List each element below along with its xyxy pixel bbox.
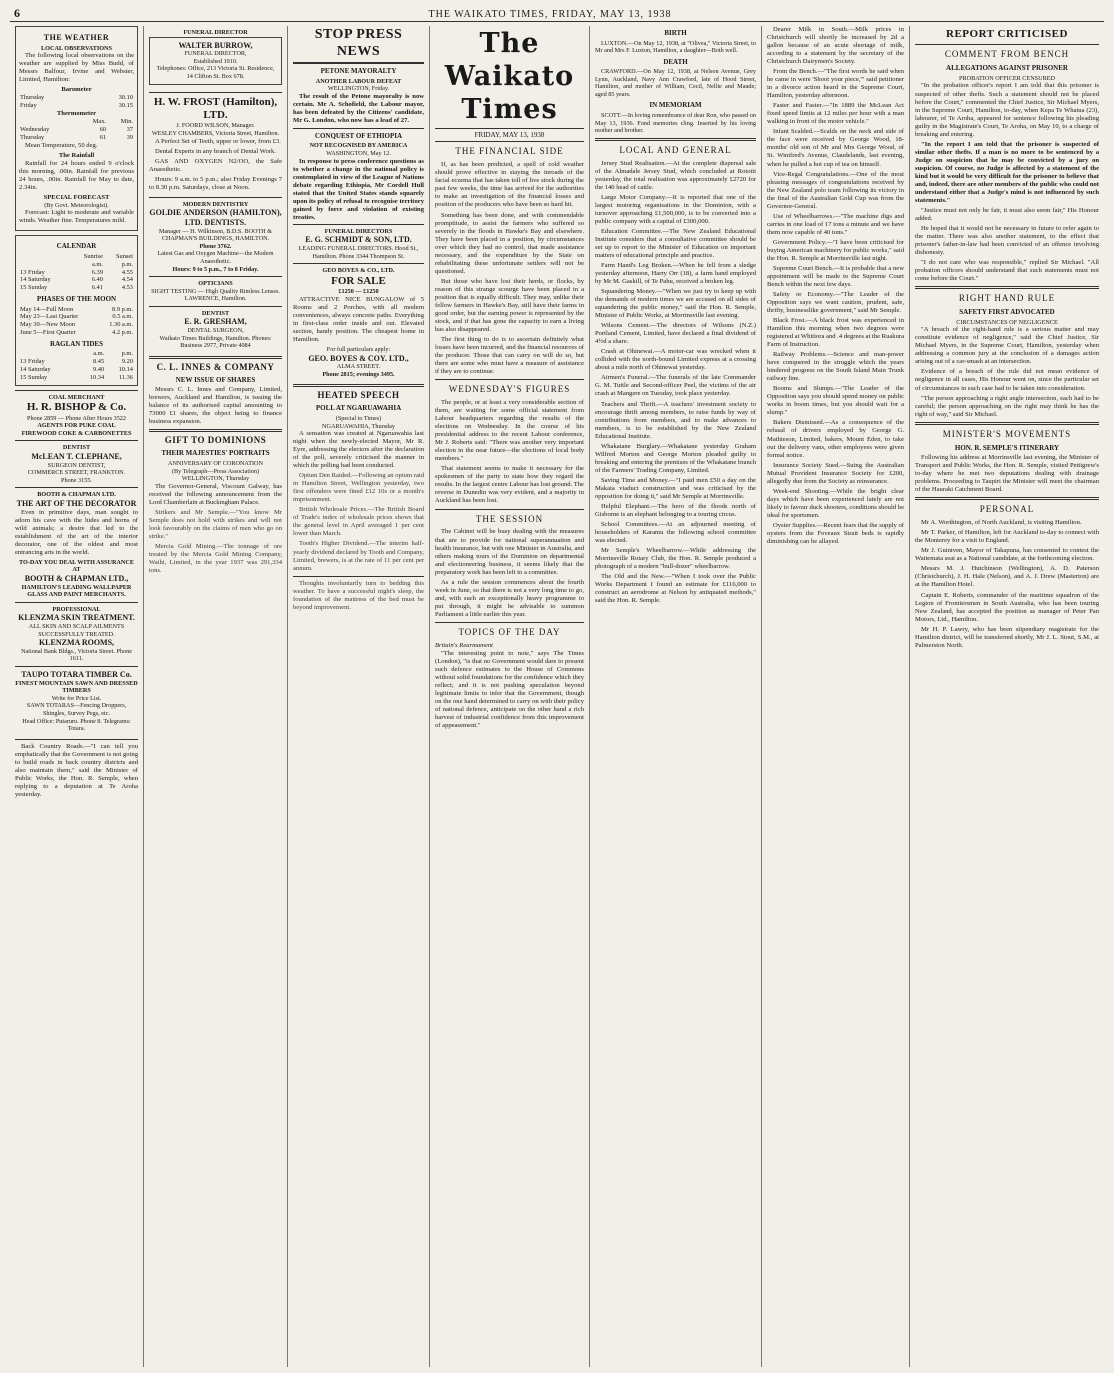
rainfall-text: Rainfall for 24 hours ended 9 o'clock this morning, .00in. Rainfall for previous 24 hours, .00in. Rainfall for May to date, 2.34in. bbox=[19, 159, 134, 191]
list-item: Use of Wheelbarrows.—"The machine digs and carries in one load of 17 tons a minute and we have them now capable of 40 tons." bbox=[767, 212, 904, 236]
thermometer-table bbox=[19, 118, 134, 141]
heated-text: A sensation was created at Ngaruawahia last night when the newly-elected Mayor, Mr R. Eyre, addressing the electors after the declaration of the poll, severely criticised the manner in which the polling had been conducted. bbox=[293, 430, 424, 470]
list-item: Jersey Stud Realisation.—At the complete dispersal sale of the Almadale Jersey Stud, which concluded at Rotoiti yesterday, the total realisation was approximately £2720 for the 140 head of cattle. bbox=[595, 159, 756, 191]
ethiopia-text: In response to press conference questions as to whether a change in the national policy is contemplated in view of the League of Nations debate regarding Ethiopia, Mr Cordell Hull stated that the United States stands squarely upon its policy of refusal to recognise territory gained by force and violation of existing treaties. bbox=[293, 157, 424, 221]
running-head bbox=[10, 6, 1104, 22]
masthead: The Waikato Times bbox=[444, 28, 575, 125]
table-row: 13 Friday 8.45 9.20 bbox=[20, 358, 133, 366]
barometer-label: Barometer bbox=[61, 86, 92, 94]
mean-temperature: Mean Temperature, 50 deg. bbox=[25, 141, 98, 149]
list-item: The Old and the New.—"When I took over the Public Works Department I found an estimate for £116,000 to construct an aerodrome at Nelson by antiquated methods," said the Hon. R. Semple. bbox=[595, 573, 756, 605]
petone-text: The result of the Petone mayoralty is now certain. Mr A. Schofield, the Labour mayor, has been defeated by the Citizens' candidate, Mr G. London, who now has a lead of 27. bbox=[293, 92, 424, 124]
table-row: Thursday 61 39 bbox=[20, 133, 133, 141]
report-heading: REPORT CRITICISED bbox=[946, 28, 1068, 40]
boyes-ad: GEO BOYES & CO., LTD. FOR SALE £1250 — £1250 ATTRACTIVE NICE BUNGALOW of 5 Rooms and 2 Porches, with all modern conveniences, always concrete paths. Everything in first-class order inside and out. Elevated section, handy position. The cheapest home in Hamilton. For full particulars apply: GEO. BOYES & COY. LTD., ALMA STREET. Phone 2815; evenings 3495. bbox=[293, 263, 424, 381]
list-item: Government Policy.—"I have been criticised for buying American machinery for public works," said the Hon. R. Semple at Morrinsville last night. bbox=[767, 238, 904, 262]
thoughts-item: Thoughts involuntarily turn to bedding this weather. To have a successful night's sleep, the foundation of the mattress of the bed must be beyond improvement. bbox=[293, 579, 424, 611]
tooth-item: Tooth's Higher Dividend.—The interim half-yearly dividend declared by Tooth and Company, Limited, brewers, is at the rate of 11 per cent per annum. bbox=[293, 540, 424, 572]
list-item: Wilsons Cement.—The directors of Wilsons (N.Z.) Portland Cement, Limited, have declared a final dividend of 4½d a share. bbox=[595, 322, 756, 346]
list-item: Mr T. Parker, of Hamilton, left for Auckland to-day to connect with the Monterey for a visit to England. bbox=[915, 529, 1099, 545]
table-row: a.m. p.m. bbox=[93, 350, 133, 358]
column-6 bbox=[762, 26, 910, 1367]
column-5: BIRTH LUXTON.—On May 12, 1938, at "Olivea," Victoria Street, to Mr and Mrs F. Luxton, Hamilton, a daughter—Both well. DEATH CRAWFORD.—On May 12, 1938, at Nelson Avenue, Grey Lynn, Auckland, Navy Ann Crawford, late of Hood Street, Hamilton, and mother of William, Cecil, Nellie and Maude; aged 85 years. IN MEMORIAM SCOTT.—In loving remembrance of dear Ron, who passed on May 13, 1936. Fond memories cling. Inserted by his loving mother and brother. LOCAL AND GENERAL Jersey Stud Realisation.—At the complete dispersal sale of the Almadale Jersey Stud, which concluded at Rotoiti yesterday, the total realisation was approximately £2720 for the 140 head of cattle. Large Motor Company.—It is reported that one of the largest motoring organisations in the Dominion, with a turnover approaching £1,500,000, is to be converted into a public company with a capital of £300,000. Education Committee.—The New Zealand Educational Institute considers that a consultative committee should be set up to report to the Minister of Education on important matters of educational principle and practice. Farm Hand's Leg Broken.—When he fell from a sledge yesterday afternoon, Harry Orr (18), a farm hand employed by Mr M. Gaskill, of Te Pahu, received a broken leg. Squandering Money.—"When we just try to keep up with the demands of modern times we are accused on all sides of squandering the public money," said the Hon. R. Semple, Minister of Public Works, at Morrinsville last evening. Wilsons Cement.—The directors of Wilsons (N.Z.) Portland Cement, Limited, have declared a final dividend of 4½d a share. Crash at Ohinewai.—A motor-car was wrecked when it collided with the north-bound Limited express at a crossing about a mile north of Ohinewai yesterday. Airmen's Funeral.—The funerals of the late Commander G. M. Tuttle and Second-officer Peel, the victims of the air crash at Mangere on Tuesday, took place yesterday. Teachers and Thrift.—A teachers' investment society to encourage thrift among members, to raise funds by way of contributions from members, and to make advances to members, is to be established by the New Zealand Educational Institute. Whakatane Burglary.—Whakatane yesterday Graham Wilfred Morton and George Morton pleaded guilty to breaking and entering the premises of the Whakatane branch of the Farmers' Trading Company, Limited. Saving Time and Money.—"I paid men £50 a day on the Makaia viaduct construction and was criticised by the opposition for doing it," said Mr Semple at Morrinsville. Helpful Elephant.—The hero of the floods north of Gisborne is an elephant belonging to a touring circus. School Committees.—At an adjourned meeting of householders of Karamu the following school committee was elected. Mr Semple's Wheelbarrow.—While addressing the Morrinsville Rotary Club, the Hon. R. Semple produced a photograph of a modern "bull-dozer" wheelbarrow. The Old and the New.—"When I took over the Public Works Department I found an estimate for £116,000 to construct an aerodrome at Nelson by antiquated methods," said the Hon. R. Semple. bbox=[590, 26, 762, 1367]
calendar-heading: CALENDAR bbox=[56, 242, 97, 251]
rearmament-subhead: Britain's Rearmament bbox=[435, 641, 494, 649]
table-row: June 5—First Quarter 4.2 p.m. bbox=[20, 328, 133, 336]
bishop-ad: COAL MERCHANT H. R. BISHOP & Co. Phone 2859 — Phone After Hours 3522 AGENTS FOR PUKE COAL FIREWOOD COKE & CARBONETTES bbox=[15, 390, 138, 441]
weather-box bbox=[15, 26, 138, 231]
session-heading: THE SESSION bbox=[475, 513, 544, 524]
table-row: May 23—Last Quarter 0.5 a.m. bbox=[20, 313, 133, 321]
table-row: 13 Friday 6.39 4.55 bbox=[20, 268, 133, 276]
table-row: Wednesday 60 37 bbox=[20, 125, 133, 133]
barometer-table bbox=[19, 94, 134, 110]
column-4: The Waikato Times FRIDAY, MAY 13, 1938 THE FINANCIAL SIDE If, as has been predicted, a spell of cold weather should prove effective in staying the inroads of the facial eczema that has taken toll of live stock during the past few weeks, the time has arrived for the authorities to make an investigation of the financial losses and position of the producers who have been so hard hit. Something has been done, and with commendable promptitude, to assist the farmers who suffered so severely in the floods in Hawke's Bay and elsewhere. They have been placed in a position, by circumstances over which they had no control, that made assistance necessary, and the expenditure by the State on rehabilitating these unfortunate settlers will not be questioned. But those who have lost their herds, or flocks, by reason of this strange scourge have been placed in a position that is equally difficult. They may, unlike their fellow farmers in Hawke's Bay, still have their farms in good order, but the earning power is represented by the stock, and if that has gone the capacity to earn a living has also disappeared. The first thing to do is to ascertain definitely what losses have been incurred, and the financial resources of the producer. Those that can carry on will do so, but there are some who must have a measure of assistance if they are to continue. WEDNESDAY'S FIGURES The people, or at least a very considerable section of them, are waiting for some official statement from Labour headquarters regarding the results of the elections on Wednesday. In the course of his presidential address to the recent Labour conference, Mr J. Roberts said: "There was another very important election in the near future—the elections of local body members." That statement seems to make it necessary for the spokesmen of the party to state how they regard the results. In the largest centre Labour has lost ground. The reverse in Dunedin was very evident, and a majority in Auckland has been lost. THE SESSION The Cabinet will be busy dealing with the measures that are to provide for national superannuation and health insurance, but with one Minister in Australia, and others making tours of the Dominion on departmental and electioneering business, it seems likely that the preparatory work has been left to a committee. As a rule the session commences about the fourth week in June, so that there is not a very long time to go, and, with such an exceptionally heavy programme to put through, it might be advisable to summon Parliament a little earlier this year. TOPICS OF THE DAY Britain's Rearmament "The interesting point to note," says The Times (London), "is that no Government would dare to present such defence estimates to the House of Commons without solid foundations for the confidence which they reflect; and it is not pushing speculation beyond legitimate limits to infer that the Government, though on the one hand determined to carry on with their policy of national defence, anticipate on the other hand a rich harvest of industrial confidence from this improvement of appeasement." bbox=[430, 26, 590, 1367]
raglan-table bbox=[19, 350, 134, 381]
list-item: Mr J. Guiniven, Mayor of Takapuna, has consented to contest the Waitemata seat as a National candidate, at the forthcoming election. bbox=[915, 547, 1099, 563]
list-item: Insurance Society Sued.—Suing the Australian Mutual Provident Insurance Society for £200, allegedly due from the Society as reinsurance. bbox=[767, 461, 904, 485]
personal-heading: PERSONAL bbox=[979, 504, 1035, 515]
list-item: Black Frost.—A black frost was experienced in Hamilton this morning when two degrees were registered at Whitiora and .4 degrees at the Ruakura Farm of Instruction. bbox=[767, 317, 905, 349]
table-row: Max. Min. bbox=[92, 118, 133, 126]
heated-heading: HEATED SPEECH bbox=[317, 390, 400, 401]
british-item: British Wholesale Prices.—The British Board of Trade's index of wholesale prices shows that the general level in April averaged 1 per cent lower than March. bbox=[293, 506, 424, 538]
column-7: REPORT CRITICISED COMMENT FROM BENCH ALLEGATIONS AGAINST PRISONER PROBATION OFFICER CENSURED "In the probation officer's report I am told that this prisoner is suspected of other thefts. Such a statement should not be placed before the Court," commented the Chief Justice, Sir Michael Myers, in the Supreme Court, Hamilton, to-day, when Kepa Te Whatua (23), labourer, of Te Aroha, appeared for sentence following his pleading guilty in the Magistrate's Court, Te Aroha, on May 10, to a charge of breaking and entering. "In the report I am told that the prisoner is suspected of similar other thefts. If a man is no more to be sentenced by a Judge on suspicion that he may be convicted by a jury on suspicion. Of course, no Judge is affected by a statement of the kind but it would be very difficult for the prisoner to believe that and, indeed, there are other members of the public who could not understand either that a Judge's mind is not influenced by such statements." "Justice must not only be fair, it must also seem fair," His Honour added. He hoped that it would not be necessary in future to refer again to the matter. There was also another statement, to the effect that prisoner's father-in-law had been convicted of an offence involving dishonesty. "I do not care who was responsible," replied Sir Michael. "All probation officers should understand that such statements must not come before the Court." RIGHT HAND RULE SAFETY FIRST ADVOCATED CIRCUMSTANCES OF NEGLIGENCE "A breach of the right-hand rule is a serious matter and may constitute evidence of negligence," said the Chief Justice, Sir Michael Myers, in the Supreme Court, Hamilton, yesterday when addressing a common jury at the conclusion of a damages action arising out of a car-smash at an intersection. Evidence of a breach of the rule did not mean evidence of negligence in all cases, His Honour went on, since the particular set of circumstances in each case had to be taken into consideration. "The person approaching a right angle intersection, each had to be careful; the person approaching on the right may think he has the right of way," said Sir Michael. MINISTER'S MOVEMENTS HON. R. SEMPLE'S ITINERARY Following his address at Morrinsville last evening, the Minister of Transport and Public Works, the Hon. R. Semple, visited Pettigrew's to-day where he met two deputations dealing with drainage problems. Proceeding to Taupiri the Minister will meet the chairman of the Hauraki Catchment Board. PERSONAL Mr A. Worthington, of North Auckland, is visiting Hamilton. Mr T. Parker, of Hamilton, left for Auckland to-day to connect with the Monterey for a visit to England. Mr J. Guiniven, Mayor of Takapuna, has consented to contest the Waitemata seat as a National candidate, at the forthcoming election. Messrs M. J. Hutchinson (Wellington), A. D. Paterson (Christchurch), J. H. Hale (Nelson), and A. J. Drew (Masterton) are at the Hamilton Hotel. Captain E. Roberts, commander of the maritime squadron of the Legion of Frontiersmen in South Australia, who has been touring New Zealand, has accepted the position as manager of Peter Pan Motors, Ltd., Hamilton. Mr H. P. Lawry, who has been stipendiary magistrate for the Hamilton district, will be transferred shortly, Mr J. L. Stout, S.M., at Palmerston North. bbox=[915, 28, 1099, 649]
table-row: a.m. p.m. bbox=[91, 260, 133, 268]
list-item: Crash at Ohinewai.—A motor-car was wrecked when it collided with the north-bound Limited express at a crossing about a mile north of Ohinewai yesterday. bbox=[595, 348, 756, 372]
column-2: FUNERAL DIRECTOR WALTER BURROW, FUNERAL DIRECTOR, Established 1910. Telephones: Office, 213 Victoria St. Residence, 14 Clifton St. Box 678. H. W. FROST (Hamilton), LTD. J. FOORD WILSON, Manager. WESLEY CHAMBERS, Victoria Street, Hamilton. A Perfect Set of Teeth, upper or lower, from £3. Dental Experts in any branch of Dental Work. GAS AND OXYGEN N2/OO, the Safe Anaesthetic. Hours: 9 a.m. to 5 p.m.; also Friday Evenings 7 to 8.30 p.m. Saturdays, close at Noon. MODERN DENTISTRY GOLDIE ANDERSON (HAMILTON), LTD. DENTISTS. Manager — H. Wilkinson, B.D.S. BOOTH & CHAPMAN'S BUILDINGS, HAMILTON. Phone 3762. Latest Gas and Oxygen Machine—the Modern Anaesthetic. Hours: 9 to 5 p.m., 7 to 8 Friday. OPTICIANS SIGHT TESTING — High Quality Rimless Lenses. LAWRENCE, Hamilton. DENTIST E. R. GRESHAM, DENTAL SURGEON, Waikato Times Buildings, Hamilton. Phones: Business 2977, Private 4084 C. L. INNES & COMPANY NEW ISSUE OF SHARES Messrs C. L. Innes and Company, Limited, brewers, Auckland and Hamilton, is issuing the balance of its authorised capital amounting to 73000 £1 shares, the object being to finance business expansion. GIFT TO DOMINIONS THEIR MAJESTIES' PORTRAITS ANNIVERSARY OF CORONATION (By Telegraph—Press Association) WELLINGTON, Thursday The Governor-General, Viscount Galway, has received the following announcement from the Lord Chamberlain at Buckingham Palace. Strikers and Mr Semple.—"You know Mr Semple does not hold with strikes and will not look favourably on the claims of men who go on strike." Mercia Gold Mining.—The tonnage of ore treated by the Mercia Gold Mining Company, Waihi, Limited, in the year 1937 was 291,334 tons. bbox=[144, 26, 288, 1367]
list-item: Saving Time and Money.—"I paid men £50 a day on the Makaia viaduct construction and was criticised by the opposition for doing it," said Mr Semple at Morrinsville. bbox=[595, 476, 756, 500]
page-number: 6 bbox=[14, 6, 20, 20]
wednesday-heading: WEDNESDAY'S FIGURES bbox=[448, 384, 571, 395]
burrow-ad: FUNERAL DIRECTOR WALTER BURROW, FUNERAL DIRECTOR, Established 1910. Telephones: Office, 213 Victoria St. Residence, 14 Clifton St. Box 678. bbox=[149, 26, 282, 92]
running-title: THE WAIKATO TIMES, FRIDAY, MAY 13, 1938 bbox=[428, 9, 672, 20]
sun-table bbox=[19, 253, 134, 292]
stop-press-heading: STOP PRESS NEWS bbox=[293, 26, 424, 64]
table-row: 15 Sunday 6.41 4.53 bbox=[20, 284, 133, 292]
list-item: Oyster Supplies.—Recent fears that the supply of oysters from the Foveaux Strait beds is rapidly diminishing can be allayed. bbox=[767, 521, 904, 545]
list-item: Mr H. P. Lawry, who has been stipendiary magistrate for the Hamilton district, will be transferred shortly, Mr J. L. Stout, S.M., at Palmerston North. bbox=[915, 625, 1099, 649]
rainfall-label: The Rainfall bbox=[58, 151, 95, 159]
opticians-ad: OPTICIANS SIGHT TESTING — High Quality Rimless Lenses. LAWRENCE, Hamilton. bbox=[149, 276, 282, 306]
list-item: Mr A. Worthington, of North Auckland, is visiting Hamilton. bbox=[921, 519, 1082, 527]
list-item: Airmen's Funeral.—The funerals of the late Commander G. M. Tuttle and Second-officer Peel, the victims of the air crash at Mangere on Tuesday, took place yesterday. bbox=[595, 374, 756, 398]
table-row: 14 Saturday 9.40 10.14 bbox=[20, 365, 133, 373]
table-row: 15 Sunday 10.34 11.36 bbox=[20, 373, 133, 381]
special-forecast-label: SPECIAL FORECAST bbox=[43, 193, 110, 201]
list-item: Safety or Economy.—"The Leader of the Opposition says we want caution, prudent, safe, thrifty, businesslike government," said Mr Semple. bbox=[767, 290, 904, 315]
innes-heading: C. L. INNES & COMPANY bbox=[156, 361, 275, 372]
special-forecast-by: (By Govt. Meteorologist). bbox=[44, 201, 109, 209]
forecast-text: Forecast: Light to moderate and variable winds. Weather fine. Temperatures mild. bbox=[19, 209, 134, 225]
opium-item: Opium Den Raided.—Following an opium raid in Hamilton Street, Wellington yesterday, two first offenders were fined £12 10s or a month's imprisonment. bbox=[293, 472, 424, 504]
list-item: Vice-Regal Congratulations.—One of the most pleasing messages of congratulations received by the New Zealand polo team following its victory in the final of the Australian Gold Cup was from the Governor-General. bbox=[767, 170, 904, 210]
memoriam-heading: IN MEMORIAM bbox=[649, 101, 702, 110]
list-item: Bakers Dismissed.—As a consequence of the refusal of drivers employed by George G. Mathieson, Limited, bakers, Mount Eden, to take out the delivery vans, other employees were given formal notice. bbox=[767, 419, 904, 459]
list-item: Week-end Shooting.—While the bright clear days which have been experienced lately are not likely to favour duck shooters, conditions should be ideal for sportsmen. bbox=[767, 487, 904, 519]
weather-intro: The following local observations on the weather are supplied by Miss Budd, of Messrs Balfour, Irvine and Webster, Limited, Hamilton: bbox=[19, 52, 134, 84]
list-item: Squandering Money.—"When we just try to keep up with the demands of modern times we are accused on all sides of squandering the public money," said the Hon. R. Semple, Minister of Public Works, at Morrinsville last evening. bbox=[595, 288, 756, 320]
schmidt-ad: FUNERAL DIRECTORS E. G. SCHMIDT & SON, LTD. LEADING FUNERAL DIRECTORS. Hood St., Hamilton. Phone 3344 Thompson St. bbox=[293, 224, 424, 263]
weather-sub: LOCAL OBSERVATIONS bbox=[41, 44, 112, 52]
table-row: May 30—New Moon 1.30 a.m. bbox=[20, 321, 133, 329]
decorator-ad: BOOTH & CHAPMAN LTD. THE ART OF THE DECORATOR Even in primitive days, man sought to adorn his cave with the hides and horns of wild animals; a desire that led to the establishment of the art of the interior decorator, one of the oldest and most entrancing arts in the world. TO-DAY YOU DEAL WITH ASSURANCE AT BOOTH & CHAPMAN LTD., HAMILTON'S LEADING WALLPAPER GLASS AND PAINT MERCHANTS. bbox=[15, 487, 138, 602]
editorial-heading: THE FINANCIAL SIDE bbox=[455, 146, 564, 157]
list-item: Infant Scalded.—Scalds on the neck and side of the face were received by George Wood, 18-months' old son of Mr and Mrs George Wood, of St. Winifred's Avenue, Claudelands, last evening, when he pulled a hot cup of tea on himself. bbox=[767, 128, 904, 168]
list-item: Large Motor Company.—It is reported that one of the largest motoring organisations in the Dominion, with a turnover approaching £1,500,000, is to be converted into a public company with a capital of £300,000. bbox=[595, 193, 756, 225]
gift-text: The Governor-General, Viscount Galway, has received the following announcement from the Lord Chamberlain at Buckingham Palace. bbox=[149, 482, 282, 506]
list-item: Teachers and Thrift.—A teachers' investment society to encourage thrift among members, to raise funds by way of contributions from members, and to make advances to members, is to be established by the New Zealand Educational Institute. bbox=[595, 400, 756, 440]
topics-heading: TOPICS OF THE DAY bbox=[458, 626, 561, 637]
bishop-name: H. R. BISHOP & Co. bbox=[26, 401, 127, 414]
moon-table bbox=[19, 306, 134, 337]
list-item: From the Bench.—"The first words he said when he came in were 'Shoot your piece,'" said petitioner in a divorce action heard in the Supreme Court, Hamilton, yesterday afternoon. bbox=[767, 68, 904, 100]
column-3: STOP PRESS NEWS PETONE MAYORALTY ANOTHER LABOUR DEFEAT WELLINGTON, Friday. The result of the Petone mayoralty is now certain. Mr A. Schofield, the Labour mayor, has been defeated by the Citizens' candidate, Mr G. London, who now has a lead of 27. CONQUEST OF ETHIOPIA NOT RECOGNISED BY AMERICA WASHINGTON, May 12. In response to press conference questions as to whether a change in the national policy is contemplated in view of the League of Nations debate regarding Ethiopia, Mr Cordell Hull stated that the United States stands squarely upon its policy of refusal to recognise territory gained by force and violation of existing treaties. FUNERAL DIRECTORS E. G. SCHMIDT & SON, LTD. LEADING FUNERAL DIRECTORS. Hood St., Hamilton. Phone 3344 Thompson St. GEO BOYES & CO., LTD. FOR SALE £1250 — £1250 ATTRACTIVE NICE BUNGALOW of 5 Rooms and 2 Porches, with all modern conveniences, always concrete paths. Everything in first-class order inside and out. Elevated section, handy position. The cheapest home in Hamilton. For full particulars apply: GEO. BOYES & COY. LTD., ALMA STREET. Phone 2815; evenings 3495. HEATED SPEECH POLL AT NGARUAWAHIA (Special to Times) NGARUAWAHIA, Thursday A sensation was created at Ngaruawahia last night when the newly-elected Mayor, Mr R. Eyre, addressing the electors after the declaration of the poll, severely criticised the manner in which the polling had been conducted. Opium Den Raided.—Following an opium raid in Hamilton Street, Wellington yesterday, two first offenders were fined £12 10s or a month's imprisonment. British Wholesale Prices.—The British Board of Trade's index of wholesale prices shows that the general level in April averaged 1 per cent lower than March. Tooth's Higher Dividend.—The interim half-yearly dividend declared by Tooth and Company, Limited, brewers, is at the rate of 11 per cent per annum. Thoughts involuntarily turn to bedding this weather. To have a successful night's sleep, the foundation of the mattress of the bed must be beyond improvement. bbox=[288, 26, 430, 1367]
gresham-ad: DENTIST E. R. GRESHAM, DENTAL SURGEON, Waikato Times Buildings, Hamilton. Phones: Business 2977, Private 4084 bbox=[149, 306, 282, 353]
list-item: Railway Problems.—Science and man-power have conquered in the struggle which the years hindered progress on the South Island Main Trunk railway line. bbox=[767, 351, 904, 383]
minister-heading: MINISTER'S MOVEMENTS bbox=[942, 428, 1072, 439]
column-1 bbox=[10, 26, 144, 1367]
list-item: Messrs M. J. Hutchinson (Wellington), A. D. Paterson (Christchurch), J. H. Hale (Nelson), and A. J. Drew (Masterton) are at the Hamilton Hotel. bbox=[915, 565, 1099, 589]
list-item: Whakatane Burglary.—Whakatane yesterday Graham Wilfred Morton and George Morton pleaded guilty to breaking and entering the premises of the Whakatane branch of the Farmers' Trading Company, Limited. bbox=[595, 442, 756, 474]
list-item: Helpful Elephant.—The hero of the floods north of Gisborne is an elephant belonging to a touring circus. bbox=[595, 502, 756, 518]
list-item: Mr Semple's Wheelbarrow.—While addressing the Morrinsville Rotary Club, the Hon. R. Semple produced a photograph of a modern "bull-dozer" wheelbarrow. bbox=[595, 547, 756, 571]
list-item: Supreme Court Bench.—It is probable that a new appointment will be made to the Supreme Court Bench within the next few days. bbox=[767, 264, 904, 288]
table-row: Friday 30.15 bbox=[20, 102, 133, 110]
local-heading: LOCAL AND GENERAL bbox=[619, 144, 732, 155]
weather-heading: THE WEATHER bbox=[43, 33, 110, 42]
thermometer-label: Thermometer bbox=[56, 110, 97, 118]
mclean-ad: DENTIST McLEAN T. CLEPHANE, SURGEON DENTIST, COMMERCE STREET, FRANKTON. Phone 3155. bbox=[15, 440, 138, 487]
calendar-box bbox=[15, 235, 138, 385]
table-row: 14 Saturday 6.40 4.54 bbox=[20, 276, 133, 284]
list-item: Captain E. Roberts, commander of the maritime squadron of the Legion of Frontiersmen in South Australia, who has been touring New Zealand, has accepted the position as manager of Peter Pan Motors, Ltd., Hamilton. bbox=[915, 591, 1099, 623]
right-hand-heading: RIGHT HAND RULE bbox=[958, 293, 1056, 304]
list-item: Education Committee.—The New Zealand Educational Institute considers that a consultative committee should be set up to report to the Minister of Education on important matters of educational principle and practice. bbox=[595, 227, 756, 259]
kleenza-ad: PROFESSIONAL KLENZMA SKIN TREATMENT. ALL SKIN AND SCALP AILMENTS SUCCESSFULLY TREATED. KLENZMA ROOMS, National Bank Bldgs., Victoria Street. Phone 1611. bbox=[15, 602, 138, 666]
dateline: FRIDAY, MAY 13, 1938 bbox=[435, 128, 584, 143]
list-item: Booms and Slumps.—"The Leader of the Opposition says you should spend money on public works in boom times, but you should wait for a slump." bbox=[767, 385, 904, 417]
death-heading: DEATH bbox=[663, 57, 688, 66]
list-item: Faster and Faster.—"In 1889 the McLean Act fixed speed limits at 12 miles per hour with a man walking in front of the motor vehicle." bbox=[767, 102, 904, 126]
list-item: Farm Hand's Leg Broken.—When he fell from a sledge yesterday afternoon, Harry Orr (18), a farm hand employed by Mr M. Gaskill, of Te Pahu, received a broken leg. bbox=[595, 262, 756, 286]
list-item: School Committees.—At an adjourned meeting of householders of Karamu the following school committee was elected. bbox=[595, 520, 756, 544]
innes-text: Messrs C. L. Innes and Company, Limited, brewers, Auckland and Hamilton, is issuing the balance of its authorised capital amounting to 73000 £1 shares, the object being to finance business expansion. bbox=[149, 386, 282, 426]
moon-heading: PHASES OF THE MOON bbox=[36, 295, 117, 303]
table-row: May 14—Full Moon 8.9 p.m. bbox=[20, 305, 133, 313]
gift-heading: GIFT TO DOMINIONS bbox=[164, 435, 267, 446]
table-row: Thursday 30.10 bbox=[20, 94, 133, 102]
table-row: Sunrise Sunset bbox=[83, 252, 133, 260]
back-country-item: Back Country Roads.—"I can tell you emphatically that the Government is not going to build roads in back country districts and also maintain them," said the Minister of Public Works, the Hon. R. Semple, when replying to a deputation at Te Aroha yesterday. bbox=[15, 742, 138, 798]
birth-heading: BIRTH bbox=[664, 29, 687, 37]
list-item: Dearer Milk in South.—Milk prices in Christchurch will shortly be increased by 2d a gallon because of an acute shortage of milk, according to a statement by the secretary of the Christchurch Dairymen's Society. bbox=[767, 26, 904, 66]
taupo-ad: TAUPO TOTARA TIMBER Co. FINEST MOUNTAIN SAWN AND DRESSED TIMBERS Write for Price List. SAWN TOTARAS—Fencing Droppers, Shingles, Survey Pegs, etc. Head Office: Putaruru. Phone 8. Telegrams: Totara. bbox=[15, 666, 138, 736]
mercia-item: Mercia Gold Mining.—The tonnage of ore treated by the Mercia Gold Mining Company, Waihi, Limited, in the year 1937 was 291,334 tons. bbox=[149, 542, 282, 574]
raglan-heading: RAGLAN TIDES bbox=[50, 339, 103, 348]
frost-ad: H. W. FROST (Hamilton), LTD. J. FOORD WILSON, Manager. WESLEY CHAMBERS, Victoria Street, Hamilton. A Perfect Set of Teeth, upper or lower, from £3. Dental Experts in any branch of Dental Work. GAS AND OXYGEN N2/OO, the Safe Anaesthetic. Hours: 9 a.m. to 5 p.m.; also Friday Evenings 7 to 8.30 p.m. Saturdays, close at Noon. bbox=[149, 92, 282, 197]
goldie-ad: MODERN DENTISTRY GOLDIE ANDERSON (HAMILTON), LTD. DENTISTS. Manager — H. Wilkinson, B.D.S. BOOTH & CHAPMAN'S BUILDINGS, HAMILTON. Phone 3762. Latest Gas and Oxygen Machine—the Modern Anaesthetic. Hours: 9 to 5 p.m., 7 to 8 Friday. bbox=[149, 197, 282, 276]
strikers-item: Strikers and Mr Semple.—"You know Mr Semple does not hold with strikes and will not look favourably on the claims of men who go on strike." bbox=[149, 508, 282, 540]
